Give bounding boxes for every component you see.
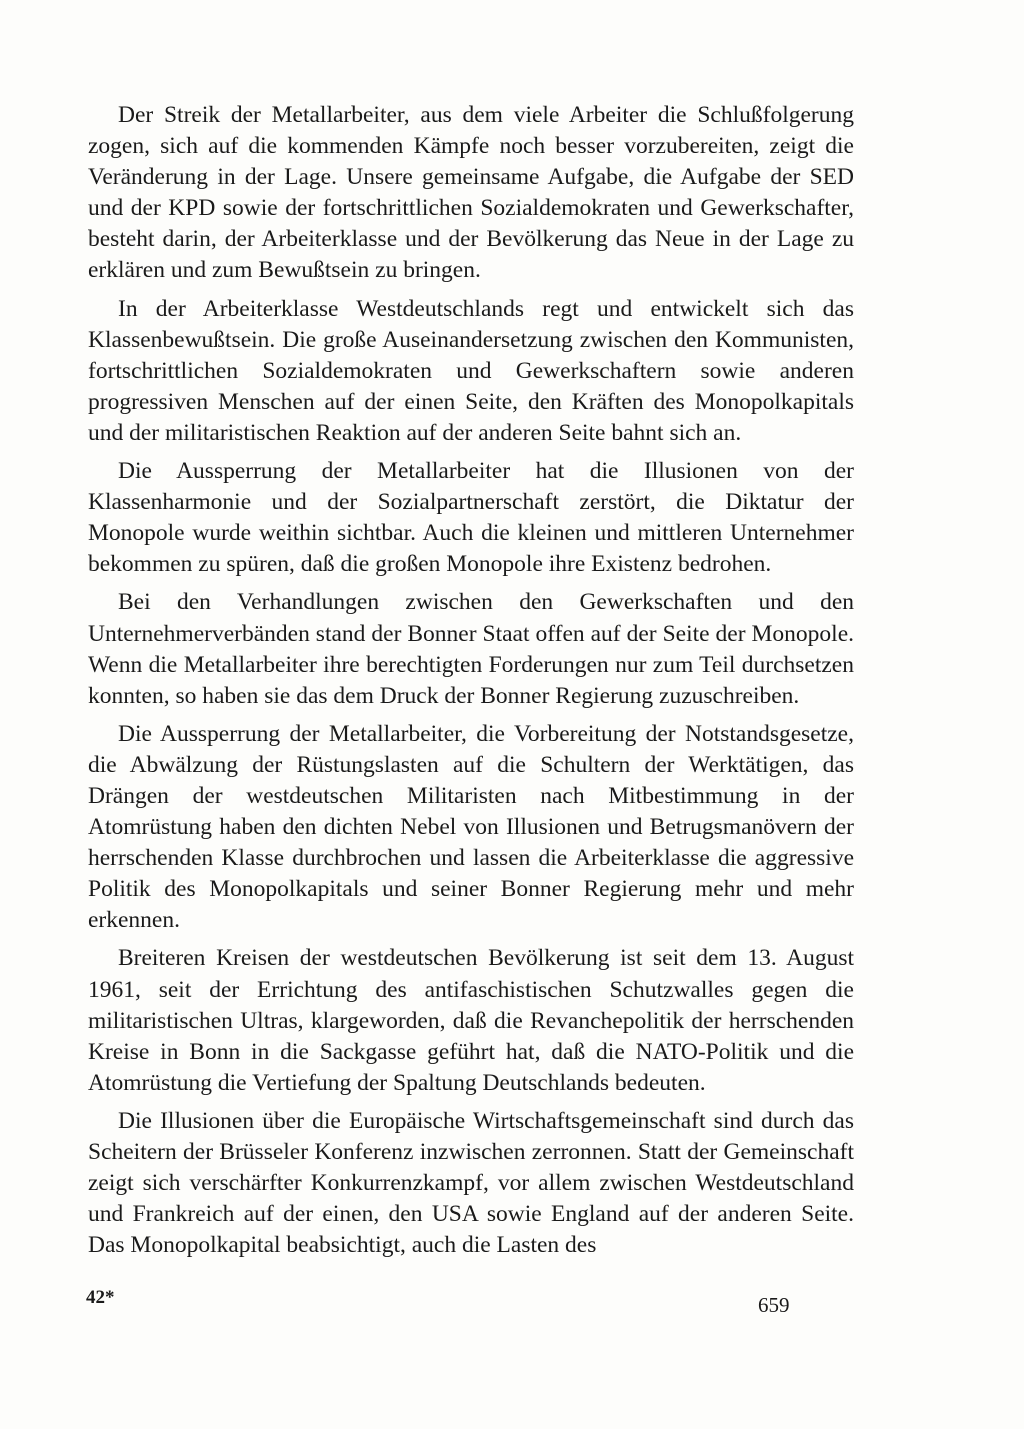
paragraph-3: Die Aussperrung der Metallarbeiter hat die Illusionen von der Klassenharmonie und der Sozialpartnerschaft zerstört, die Diktatur der Monopole wurde weithin sichtbar. Auch die kleinen und mittleren Unternehmer bekommen zu spüren, daß die großen Monopole ihre Existenz bedrohen. [88, 458, 854, 578]
paragraph-1: Der Streik der Metallarbeiter, aus dem viele Arbeiter die Schlußfolgerung zogen, sich auf die kommenden Kämpfe noch besser vorzubereiten, zeigt die Veränderung in der Lage. Unsere gemeinsame Aufgabe, die Aufgabe der SED und der KPD sowie der fortschrittlichen Sozialdemokraten und Gewerkschafter, besteht darin, der Arbeiterklasse und der Bevölkerung das Neue in der Lage zu erklären und zum Bewußtsein zu bringen. [88, 102, 854, 284]
paragraph-2: In der Arbeiterklasse Westdeutschlands regt und entwickelt sich das Klassenbewußtsein. Die große Auseinandersetzung zwischen den Kommunisten, fortschrittlichen Sozialdemokraten und Gewerkschaftern sowie anderen progressiven Menschen auf der einen Seite, den Kräften des Monopolkapitals und der militaristischen Reaktion auf der anderen Seite bahnt sich an. [88, 295, 854, 446]
body-text [88, 100, 854, 1268]
page-number: 659 [758, 1293, 790, 1317]
printer-signature-mark: 42* [86, 1287, 115, 1308]
paragraph-5: Die Aussperrung der Metallarbeiter, die Vorbereitung der Notstandsgesetze, die Abwälzung der Rüstungslasten auf die Schultern der Werktätigen, das Drängen der westdeutschen Militaristen nach Mitbestimmung in der Atomrüstung haben den dichten Nebel von Illusionen und Betrugsmanövern der herrschenden Klasse durchbrochen und lassen die Arbeiterklasse die aggressive Politik des Monopolkapitals und seiner Bonner Regierung mehr und mehr erkennen. [88, 720, 854, 934]
paragraph-7: Die Illusionen über die Europäische Wirtschaftsgemeinschaft sind durch das Scheitern der Brüsseler Konferenz inzwischen zerronnen. Statt der Gemeinschaft zeigt sich verschärfter Konkurrenzkampf, vor allem zwischen Westdeutschland und Frankreich auf der einen, den USA sowie England auf der anderen Seite. Das Monopolkapital beabsichtigt, auch die Lasten des [88, 1107, 854, 1259]
paragraph-4: Bei den Verhandlungen zwischen den Gewerkschaften und den Unternehmerverbänden stand der Bonner Staat offen auf der Seite der Monopole. Wenn die Metallarbeiter ihre berechtigten Forderungen nur zum Teil durchsetzen konnten, so haben sie das dem Druck der Bonner Regierung zuzuschreiben. [88, 589, 854, 709]
paragraph-6: Breiteren Kreisen der westdeutschen Bevölkerung ist seit dem 13. August 1961, seit der Errichtung des antifaschistischen Schutzwalles gegen die militaristischen Ultras, klargeworden, daß die Revanchepolitik der herrschenden Kreise in Bonn in die Sackgasse geführt hat, daß die NATO-Politik und die Atomrüstung die Vertiefung der Spaltung Deutschlands bedeuten. [88, 945, 854, 1096]
